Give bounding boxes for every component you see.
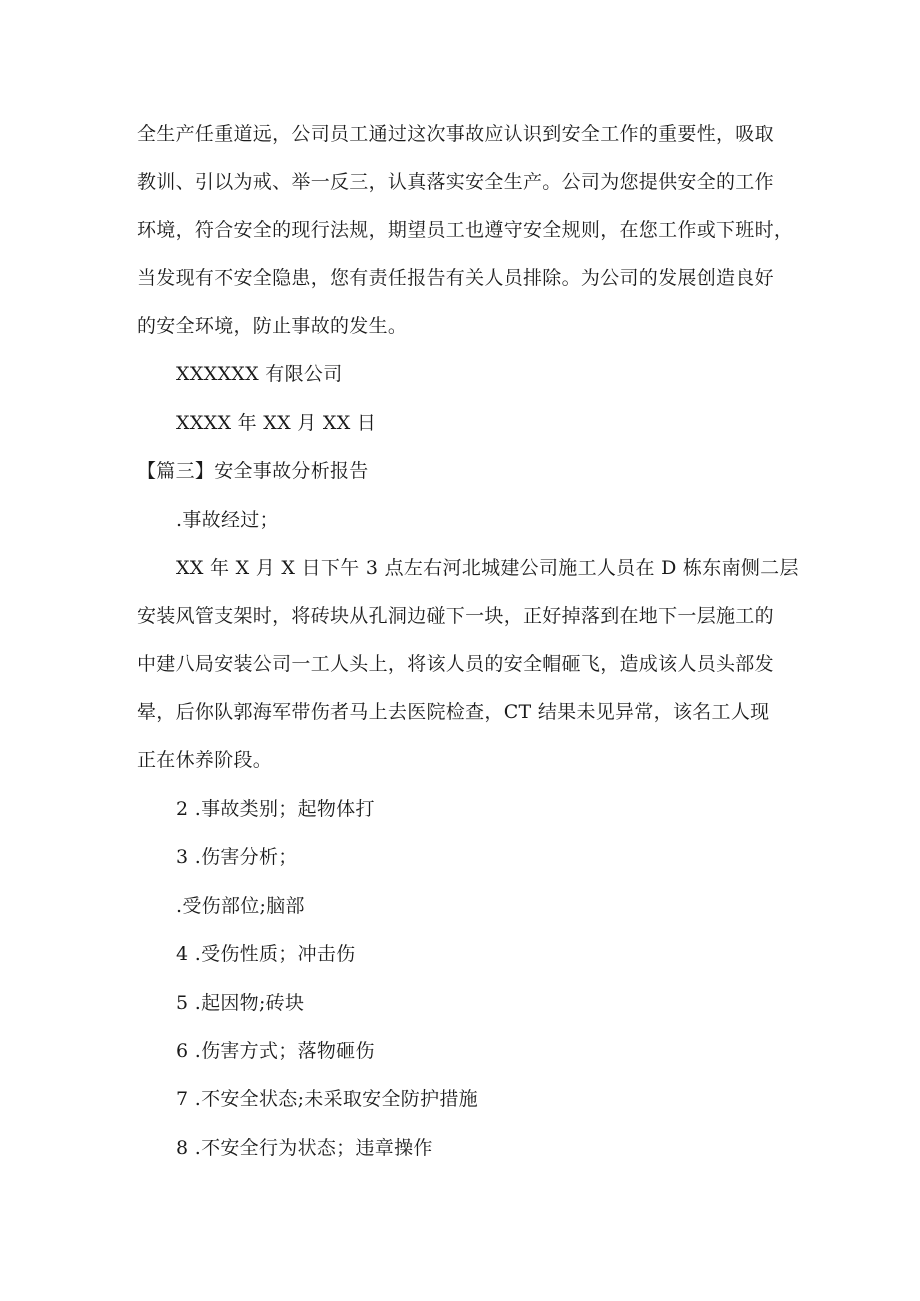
list-item: 5 .起因物;砖块 — [176, 992, 305, 1014]
list-item: 6 .伤害方式；落物砸伤 — [176, 1040, 375, 1062]
narrative-line: 安装风管支架时，将砖块从孔洞边碰下一块，正好掉落到在地下一层施工的 — [137, 605, 774, 627]
paragraph-line: 当发现有不安全隐患，您有责任报告有关人员排除。为公司的发展创造良好 — [137, 267, 774, 289]
narrative-line: 正在休养阶段。 — [137, 749, 273, 771]
signature-date: XXXX 年 XX 月 XX 日 — [176, 412, 377, 434]
item-heading: .事故经过； — [176, 509, 279, 531]
paragraph-line: 教训、引以为戒、举一反三，认真落实安全生产。公司为您提供安全的工作 — [137, 171, 774, 193]
list-item: 4 .受伤性质；冲击伤 — [176, 943, 356, 965]
paragraph-line: 环境，符合安全的现行法规，期望员工也遵守安全规则，在您工作或下班时， — [137, 219, 794, 241]
narrative-line: 中建八局安装公司一工人头上，将该人员的安全帽砸飞，造成该人员头部发 — [137, 653, 774, 675]
signature-company: XXXXXX 有限公司 — [176, 363, 343, 385]
list-item: .受伤部位;脑部 — [176, 895, 305, 917]
narrative-line: XX 年 X 月 X 日下午 3 点左右河北城建公司施工人员在 D 栋东南侧二层 — [176, 557, 799, 579]
list-item: 2 .事故类别；起物体打 — [176, 798, 375, 820]
paragraph-line: 的安全环境，防止事故的发生。 — [137, 315, 408, 337]
paragraph-line: 全生产任重道远，公司员工通过这次事故应认识到安全工作的重要性，吸取 — [137, 123, 774, 145]
list-item: 7 .不安全状态;未采取安全防护措施 — [176, 1088, 478, 1110]
list-item: 3 .伤害分析； — [176, 846, 298, 868]
section-heading: 【篇三】安全事故分析报告 — [137, 460, 369, 482]
narrative-line: 晕，后你队郭海军带伤者马上去医院检查，CT 结果未见异常，该名工人现 — [137, 701, 770, 723]
list-item: 8 .不安全行为状态；违章操作 — [176, 1137, 433, 1159]
